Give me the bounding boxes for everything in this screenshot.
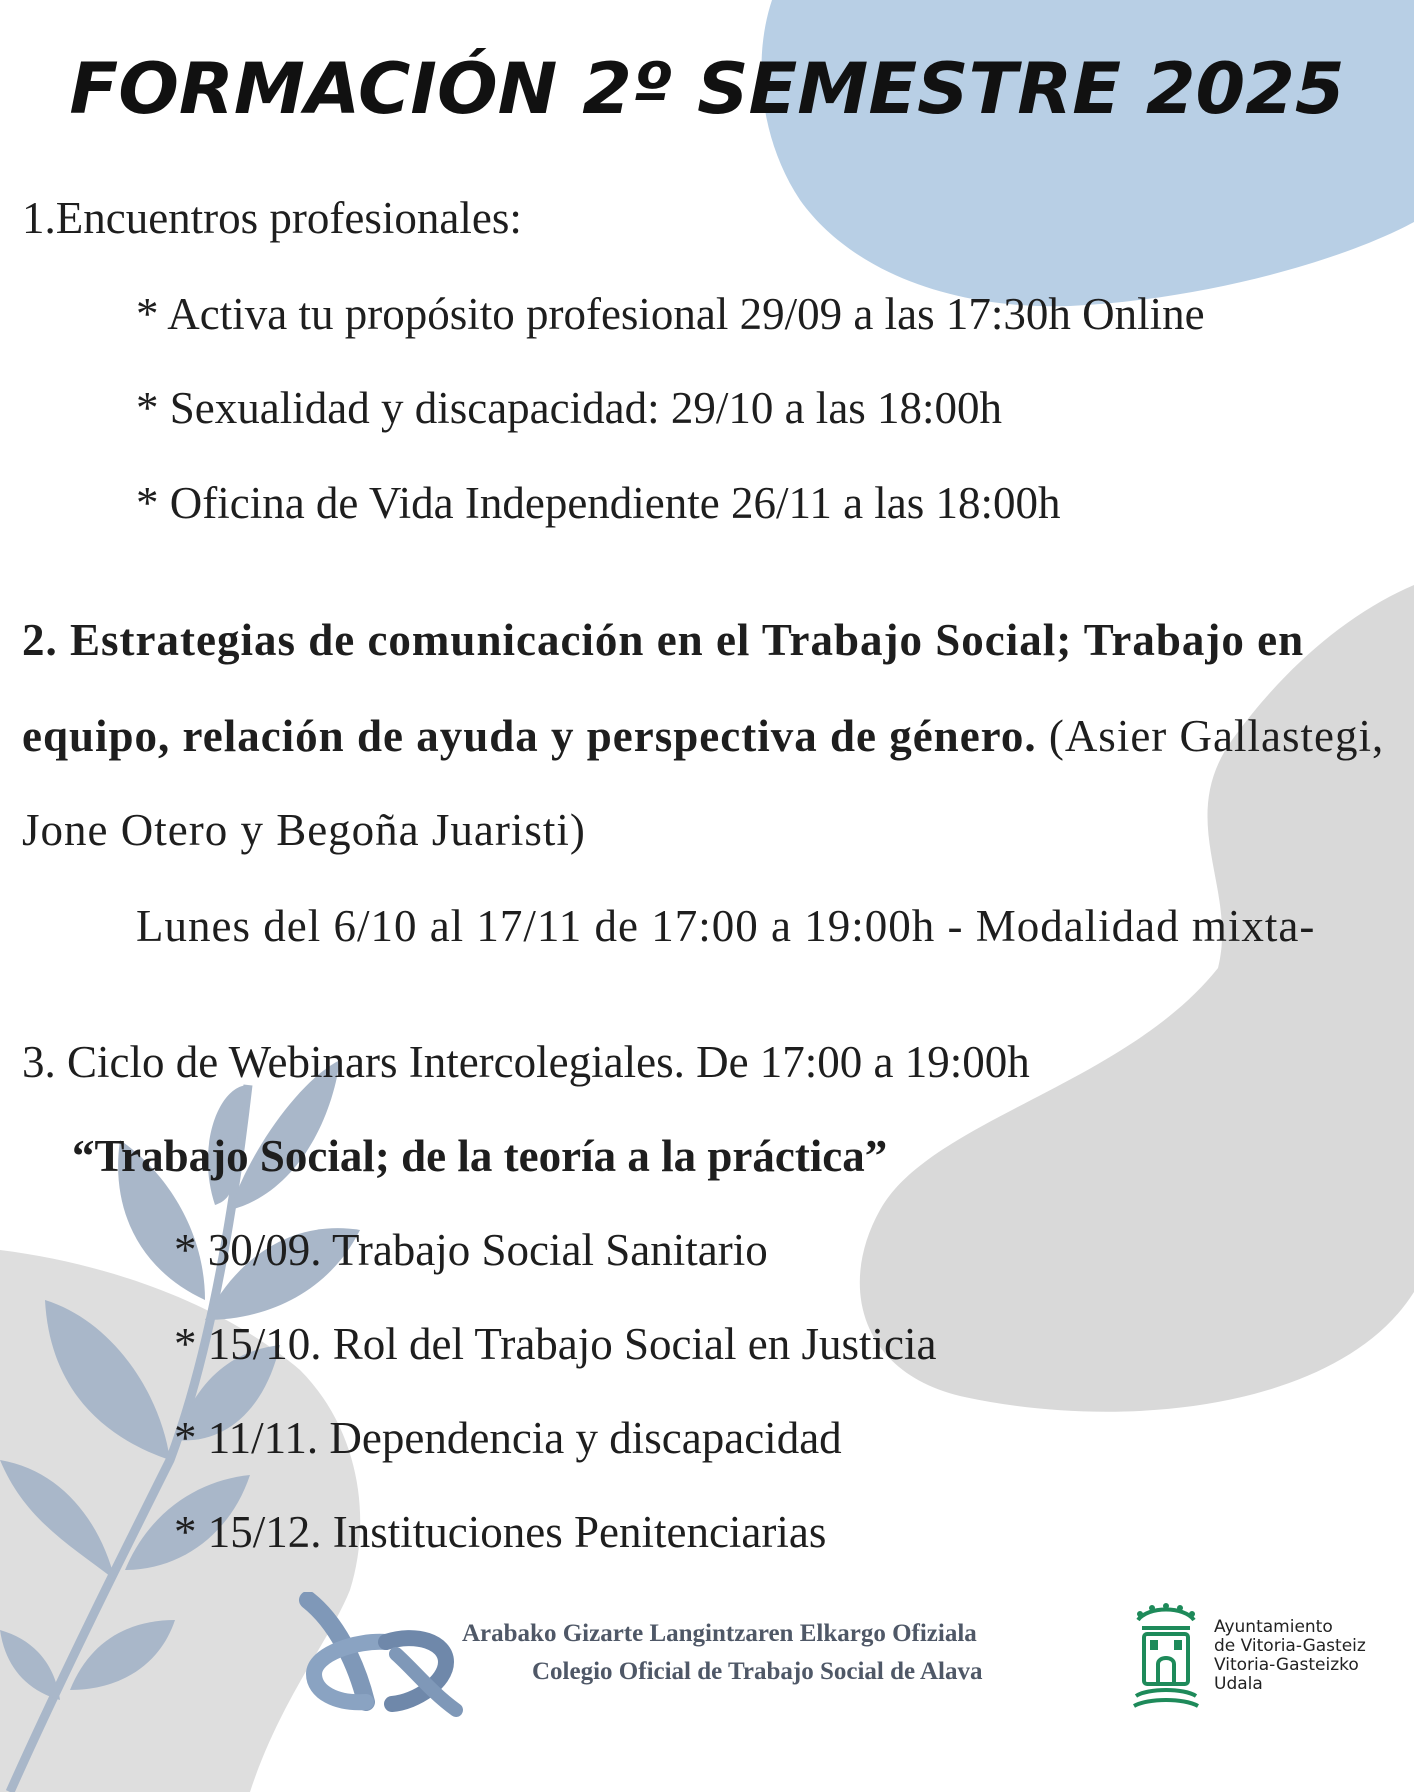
ayuntamiento-line-4: Udala	[1214, 1674, 1263, 1694]
colegio-trabajo-social-logo	[296, 1592, 1036, 1724]
section1-item-2: * Sexualidad y discapacidad: 29/10 a las 18:00h	[136, 383, 1003, 433]
section3-subtitle: “Trabajo Social; de la teoría a la práctica”	[72, 1131, 888, 1181]
section2-line-3: Jone Otero y Begoña Juaristi)	[22, 805, 586, 855]
section2-line-2-authors: (Asier Gallastegi,	[1036, 711, 1385, 761]
colegio-logo-mark-icon	[296, 1592, 466, 1724]
section2-line-2-title: equipo, relación de ayuda y perspectiva de género.	[22, 711, 1037, 761]
colegio-name-spanish: Colegio Oficial de Trabajo Social de Alava	[532, 1658, 983, 1685]
section1-heading: 1.Encuentros profesionales:	[22, 193, 522, 243]
section2-schedule: Lunes del 6/10 al 17/11 de 17:00 a 19:00h - Modalidad mixta-	[136, 901, 1316, 951]
ayuntamiento-logo	[1128, 1600, 1388, 1720]
ayuntamiento-line-2: de Vitoria-Gasteiz	[1214, 1636, 1366, 1656]
section3-item-2: * 15/10. Rol del Trabajo Social en Justicia	[174, 1319, 937, 1369]
section3-heading: 3. Ciclo de Webinars Intercolegiales. De 17:00 a 19:00h	[22, 1037, 1030, 1087]
ayuntamiento-line-3: Vitoria-Gasteizko	[1214, 1655, 1359, 1675]
section1-item-1: * Activa tu propósito profesional 29/09 a las 17:30h Online	[136, 289, 1205, 339]
section2-line-1: 2. Estrategias de comunicación en el Trabajo Social; Trabajo en	[22, 615, 1305, 665]
vitoria-crest-icon	[1128, 1600, 1204, 1718]
section3-item-3: * 11/11. Dependencia y discapacidad	[174, 1413, 842, 1463]
colegio-name-basque: Arabako Gizarte Langintzaren Elkargo Ofiziala	[462, 1620, 977, 1647]
ayuntamiento-name	[1214, 1618, 1366, 1694]
section2-line-2	[22, 706, 1384, 766]
page-title: FORMACIÓN 2º SEMESTRE 2025	[69, 48, 1345, 130]
section3-item-1: * 30/09. Trabajo Social Sanitario	[174, 1225, 768, 1275]
section1-item-3: * Oficina de Vida Independiente 26/11 a las 18:00h	[136, 478, 1061, 528]
ayuntamiento-line-1: Ayuntamiento	[1214, 1617, 1333, 1637]
section3-item-4: * 15/12. Instituciones Penitenciarias	[174, 1507, 827, 1557]
